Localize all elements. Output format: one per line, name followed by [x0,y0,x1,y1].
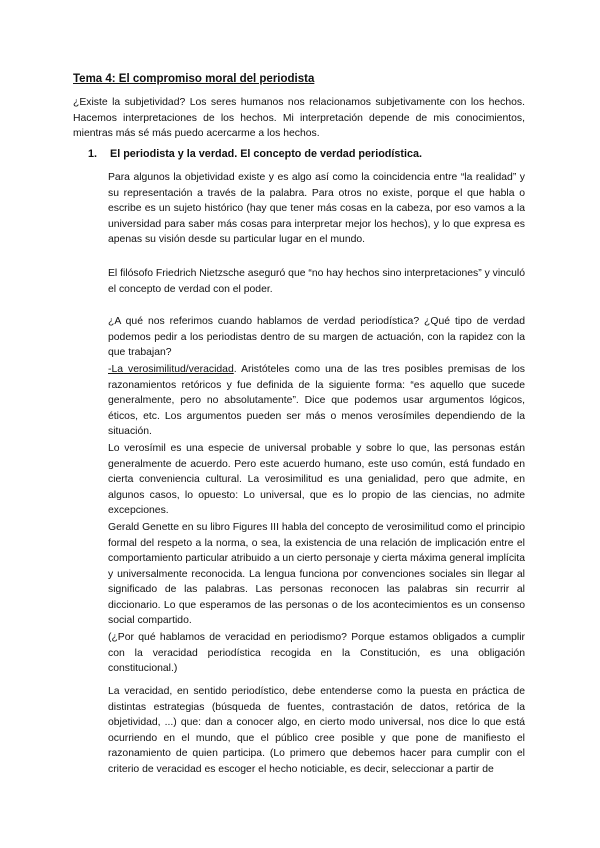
section-number: 1. [88,148,98,160]
paragraph-veracidad: La veracidad, en sentido periodístico, debe entenderse como la puesta en práctica de distintas estrategias (búsqueda de fuentes, contrastación de datos, retórica de la objetividad, ...) que: dan a conocer algo, en cierto modo universal, nos dice lo que está ocurriendo en el mundo, que el público cree posible y que pone de manifiesto el razonamiento de quien participa. (Lo primero que debemos hacer para cumplir con el criterio de veracidad es escoger el hecho noticiable, es decir, seleccionar a partir de [108,686,525,775]
paragraph-universal-probable: Lo verosímil es una especie de universal probable y sobre lo que, las personas están generalmente de acuerdo. Pero este acuerdo humano, este uso común, está fundado en cierta conveniencia cultural. La verosimilitud es una genialidad, pero que admite, en algunos casos, lo opuesto: Lo universal, que es lo propio de las ciencias, no admite excepciones. [108,443,525,516]
page-title: Tema 4: El compromiso moral del periodista [73,73,315,85]
paragraph-verosimilitud [108,362,525,440]
verosimilitud-term: -La verosimilitud/veracidad [108,364,234,375]
intro-paragraph: ¿Existe la subjetividad? Los seres humanos nos relacionamos subjetivamente con los hechos. Hacemos interpretaciones de los hechos. Mi interpretación depende de mis conocimientos, mientras más sé más puedo acercarme a los hechos. [73,97,525,139]
paragraph-genette: Gerald Genette en su libro Figures III habla del concepto de verosimilitud como el principio formal del respeto a la norma, o sea, la existencia de una relación de implicación entre el comportamiento particular atribuido a un cierto personaje y cierta máxima general implícita y universalmente reconocida. La lengua funciona por convenciones sociales sin llegar al significado de las palabras. Las personas reconocen las palabras sin recurrir al diccionario. Lo que esperamos de las personas o de los acontecimientos es un consenso social compartido. [108,522,526,626]
paragraph-constitucion: (¿Por qué hablamos de veracidad en periodismo? Porque estamos obligados a cumplir con la veracidad periodística recogida en la Constitución, es una obligación constitucional.) [108,632,525,674]
paragraph-objetividad: Para algunos la objetividad existe y es algo así como la coincidencia entre “la realidad” y su representación a través de la palabra. Para otros no existe, porque el que habla o escribe es un sujeto histórico (hay que tener más cosas en la cabeza, por eso vamos a la universidad para saber más cosas para interpretar mejor los hechos), y lo que expresa es apenas su visión desde su particular lugar en el mundo. [108,172,525,245]
paragraph-verdad-periodistica: ¿A qué nos referimos cuando hablamos de verdad periodística? ¿Qué tipo de verdad podemos pedir a los periodistas dentro de su margen de actuación, con la rapidez con la que trabajan? [108,316,525,358]
verosimilitud-text: . Aristóteles como una de las tres posibles premisas de los razonamientos retóricos y fue definida de la siguiente forma: “es aquello que sucede generalmente, pero no absolutamente”. Dice que podemos usar argumentos lógicos, éticos, etc. Los argumentos pueden ser más o menos verosímiles dependiendo de la situación. [108,364,525,437]
section-title: El periodista y la verdad. El concepto de verdad periodística. [110,148,423,160]
section-heading [88,148,422,160]
paragraph-nietzsche: El filósofo Friedrich Nietzsche aseguró que “no hay hechos sino interpretaciones” y vinculó el concepto de verdad con el poder. [108,268,525,295]
